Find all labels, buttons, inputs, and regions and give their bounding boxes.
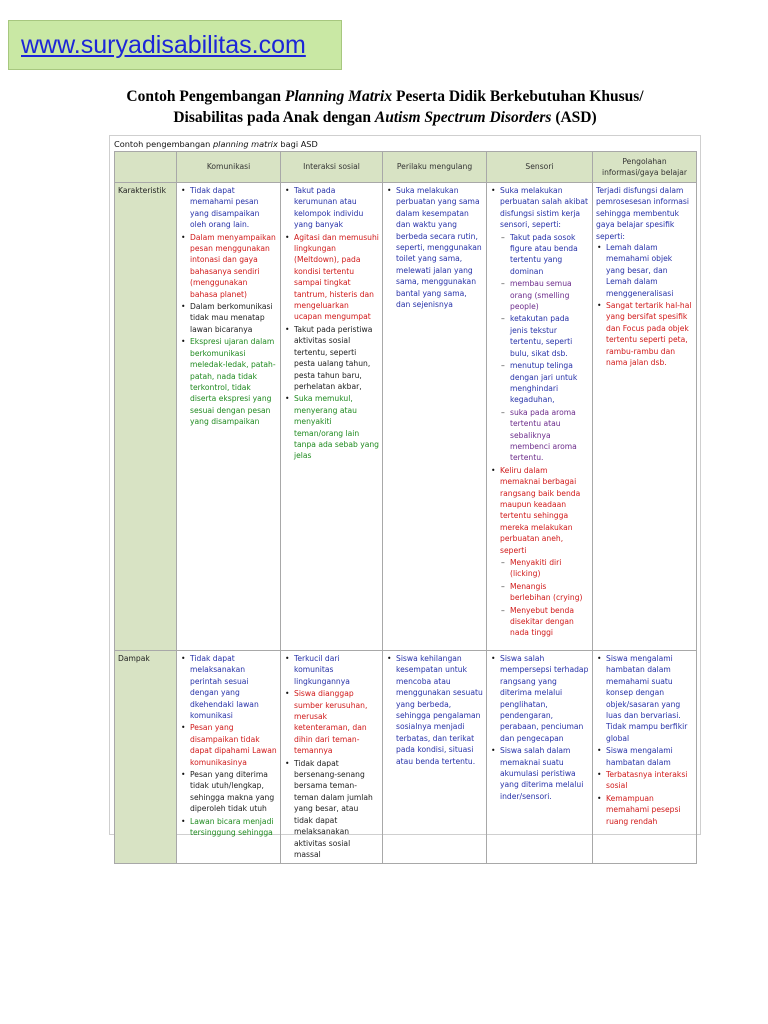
title-line-1 (90, 86, 680, 107)
table-cell (177, 651, 281, 864)
list-item: • Tidak dapat melaksanakan perintah sesuai dengan yang dkehendaki lawan komunikasi (190, 653, 277, 721)
list-item: • Suka melakukan perbuatan salah akibat disfungsi sistim kerja sensori, seperti: (500, 185, 589, 231)
table-row (115, 651, 697, 864)
column-header: Komunikasi (177, 152, 281, 183)
column-header: Pengolahan informasi/gaya belajar (593, 152, 697, 183)
table-cell (487, 651, 593, 864)
bullet-list (386, 653, 483, 767)
sub-list-item: – ketakutan pada jenis tekstur tertentu, seperti bulu, sikat dsb. (510, 313, 589, 359)
sub-list-item: – Menyebut benda disekitar dengan nada tinggi (510, 605, 589, 639)
list-item: • Tidak dapat memahami pesan yang disampaikan oleh orang lain. (190, 185, 277, 231)
list-item: • Siswa dianggap sumber kerusuhan, merusak ketenteraman, dan dihin dari teman-temannya (294, 688, 379, 756)
title-text: Disabilitas pada Anak dengan (173, 109, 375, 126)
column-header: Perilaku mengulang (383, 152, 487, 183)
header-corner (115, 152, 177, 183)
list-item: • Terbatasnya interaksi sosial (606, 769, 693, 792)
bullet-list (180, 653, 277, 839)
list-item: • Tidak dapat bersenang-senang bersama teman-teman dalam jumlah yang besar, atau tidak dapat melaksanakan aktivitas sosial massal (294, 758, 379, 861)
page-title (90, 86, 680, 128)
table-cell (593, 183, 697, 651)
list-item: • Siswa mengalami hambatan dalam memahami suatu konsep dengan objek/sasaran yang luas dan bervariasi. Tidak mampu berfikir global (606, 653, 693, 744)
list-item: • Takut pada peristiwa aktivitas sosial tertentu, seperti pesta ualang tahun, pesta tahun baru, perhelatan akbar, (294, 324, 379, 392)
bullet-list (284, 653, 379, 860)
sub-list-item: – Takut pada sosok figure atau benda tertentu yang dominan (510, 232, 589, 278)
list-item: • Ekspresi ujaran dalam berkomunikasi meledak-ledak, patah-patah, nada tidak terkontrol, tidak diserta ekspresi yang sesuai dengan pesan yang disampaikan (190, 336, 277, 427)
sub-list (490, 232, 589, 464)
list-item: • Suka memukul, menyerang atau menyakiti teman/orang lain tanpa ada sebab yang jelas (294, 393, 379, 461)
sub-list-item: – suka pada aroma tertentu atau sebaliknya membenci aroma tertentu. (510, 407, 589, 464)
bullet-list (490, 653, 589, 802)
caption-italic: planning matrix (212, 139, 278, 149)
list-item: • Pesan yang disampaikan tidak dapat dipahami Lawan komunikasinya (190, 722, 277, 768)
bullet-list (490, 185, 589, 231)
bullet-list (386, 185, 483, 310)
table-cell (487, 183, 593, 651)
table-cell (383, 651, 487, 864)
sub-list (490, 557, 589, 639)
title-text: (ASD) (551, 109, 597, 126)
column-header: Interaksi sosial (281, 152, 383, 183)
table-header-row (115, 152, 697, 183)
sub-list-item: – membau semua orang (smelling people) (510, 278, 589, 312)
table-cell (281, 651, 383, 864)
list-item: • Keliru dalam memaknai berbagai rangsang baik benda maupun keadaan tertentu sehingga mereka melakukan perbuatan aneh, seperti (500, 465, 589, 556)
title-line-2 (90, 107, 680, 128)
table-row (115, 183, 697, 651)
website-url-banner (8, 20, 342, 70)
list-item: • Siswa kehilangan kesempatan untuk mencoba atau menggunakan sesuatu yang berbeda, sehingga pengalaman sosialnya menjadi terbatas, dan terikat pada kondisi, situasi atau benda tertentu. (396, 653, 483, 767)
list-item: • Sangat tertarik hal-hal yang bersifat spesifik dan Focus pada objek tertentu seperti peta, rambu-rambu dan nama jalan dsb. (606, 300, 693, 368)
sub-list-item: – menutup telinga dengan jari untuk menghindari kegaduhan, (510, 360, 589, 406)
bullet-list (180, 185, 277, 428)
list-item: • Kemampuan memahami pesepsi ruang rendah (606, 793, 693, 827)
sub-list-item: – Menangis berlebihan (crying) (510, 581, 589, 604)
sub-list-item: – Menyakiti diri (licking) (510, 557, 589, 580)
table-cell (593, 651, 697, 864)
row-header: Karakteristik (115, 183, 177, 651)
table-cell (281, 183, 383, 651)
list-item: • Pesan yang diterima tidak utuh/lengkap, sehingga makna yang diperoleh tidak utuh (190, 769, 277, 815)
list-item: • Dalam menyampaikan pesan menggunakan intonasi dan gaya bahasanya sendiri (menggunakan bahasa planet) (190, 232, 277, 300)
bullet-list (490, 465, 589, 556)
bullet-list (596, 242, 693, 368)
list-item: • Lawan bicara menjadi tersinggung sehingga (190, 816, 277, 839)
title-text: Peserta Didik Berkebutuhan Khusus/ (392, 88, 644, 105)
table-cell (177, 183, 281, 651)
title-italic: Planning Matrix (284, 88, 393, 105)
caption-text: Contoh pengembangan (114, 139, 213, 149)
list-item: • Dalam berkomunikasi tidak mau menatap lawan bicaranya (190, 301, 277, 335)
bullet-list (596, 653, 693, 827)
list-item: • Siswa salah mempersepsi terhadap rangsang yang diterima melalui penglihatan, pendengaran, perabaan, penciuman dan pengecapan (500, 653, 589, 744)
caption-text: bagi ASD (277, 139, 318, 149)
column-header: Sensori (487, 152, 593, 183)
list-item: • Agitasi dan memusuhi lingkungan (Meltdown), pada kondisi tertentu sampai tingkat tantrum, histeris dan mengeluarkan ucapan mengumpat (294, 232, 379, 323)
list-item: • Siswa salah dalam memaknai suatu akumulasi peristiwa yang diterima melalui inder/sensori. (500, 745, 589, 802)
website-link[interactable]: www.suryadisabilitas.com (21, 30, 306, 59)
title-text: Contoh Pengembangan (126, 88, 285, 105)
title-italic: Autism Spectrum Disorders (374, 109, 552, 126)
cell-paragraph: Terjadi disfungsi dalam pemrosesesan informasi sehingga membentuk gaya belajar spesifik seperti: (596, 186, 689, 241)
row-header: Dampak (115, 651, 177, 864)
planning-matrix-table (114, 151, 697, 864)
bullet-list (284, 185, 379, 462)
list-item: • Terkucil dari komunitas lingkungannya (294, 653, 379, 687)
table-caption (114, 139, 318, 149)
list-item: • Siswa mengalami hambatan dalam (606, 745, 693, 768)
list-item: • Takut pada kerumunan atau kelompok individu yang banyak (294, 185, 379, 231)
list-item: • Suka melakukan perbuatan yang sama dalam kesempatan dan waktu yang berbeda secara rutin, seperti, menggunakan toilet yang sama, melewati jalan yang sama, menggunakan bantal yang sama, dan sejenisnya (396, 185, 483, 310)
document-image (109, 135, 701, 859)
list-item: • Lemah dalam memahami objek yang besar, dan Lemah dalam menggeneralisasi (606, 242, 693, 299)
table-cell (383, 183, 487, 651)
